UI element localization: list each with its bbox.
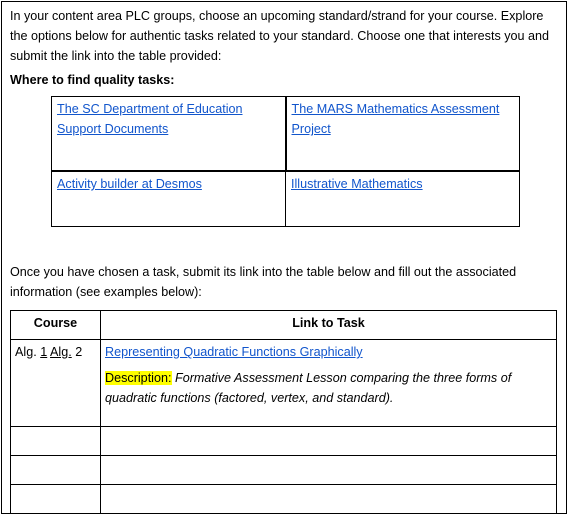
- course-level-2: 2: [71, 345, 83, 359]
- desmos-activity-link[interactable]: Activity builder at Desmos: [57, 177, 202, 191]
- sources-row: [52, 171, 520, 227]
- intro-paragraph: In your content area PLC groups, choose an upcoming standard/strand for your course. Explore the options below for authentic tasks related to your standard. Choose one that interests you and submit the link into the table provided:: [10, 9, 550, 63]
- sources-cell: [286, 171, 520, 227]
- task-cell[interactable]: [101, 340, 557, 427]
- empty-task-cell[interactable]: [101, 485, 557, 514]
- task-table-header-row: [11, 311, 557, 340]
- task-link[interactable]: Representing Quadratic Functions Graphically: [105, 345, 363, 359]
- course-prefix: Alg.: [15, 345, 41, 359]
- sc-department-link[interactable]: The SC Department of Education Support Documents: [57, 102, 243, 136]
- illustrative-math-link[interactable]: Illustrative Mathematics: [291, 177, 423, 191]
- empty-course-cell[interactable]: [11, 485, 101, 514]
- course-cell[interactable]: [11, 340, 101, 427]
- course-level-2-label: Alg.: [50, 345, 72, 359]
- mars-assessment-link[interactable]: The MARS Mathematics Assessment Project: [291, 102, 500, 136]
- table-row: [11, 427, 557, 456]
- sources-cell: [52, 171, 286, 227]
- task-table: [10, 310, 557, 514]
- table-row: [11, 340, 557, 427]
- instructions-paragraph: Once you have chosen a task, submit its link into the table below and fill out the associated information (see examples below):: [10, 265, 517, 299]
- course-level-1: 1: [40, 345, 48, 359]
- description-text: Formative Assessment Lesson comparing the three forms of quadratic functions (factored, vertex, and standard).: [105, 371, 512, 405]
- empty-course-cell[interactable]: [11, 427, 101, 456]
- course-header: Course: [11, 311, 101, 340]
- link-header: Link to Task: [101, 311, 557, 340]
- table-row: [11, 456, 557, 485]
- table-row: [11, 485, 557, 514]
- empty-task-cell[interactable]: [101, 427, 557, 456]
- description-label: Description:: [105, 371, 172, 385]
- empty-task-cell[interactable]: [101, 456, 557, 485]
- sources-cell: [52, 97, 286, 172]
- where-heading: Where to find quality tasks:: [10, 73, 175, 87]
- sources-table: [51, 96, 520, 227]
- empty-course-cell[interactable]: [11, 456, 101, 485]
- sources-row: [52, 97, 520, 172]
- sources-cell: [286, 97, 520, 172]
